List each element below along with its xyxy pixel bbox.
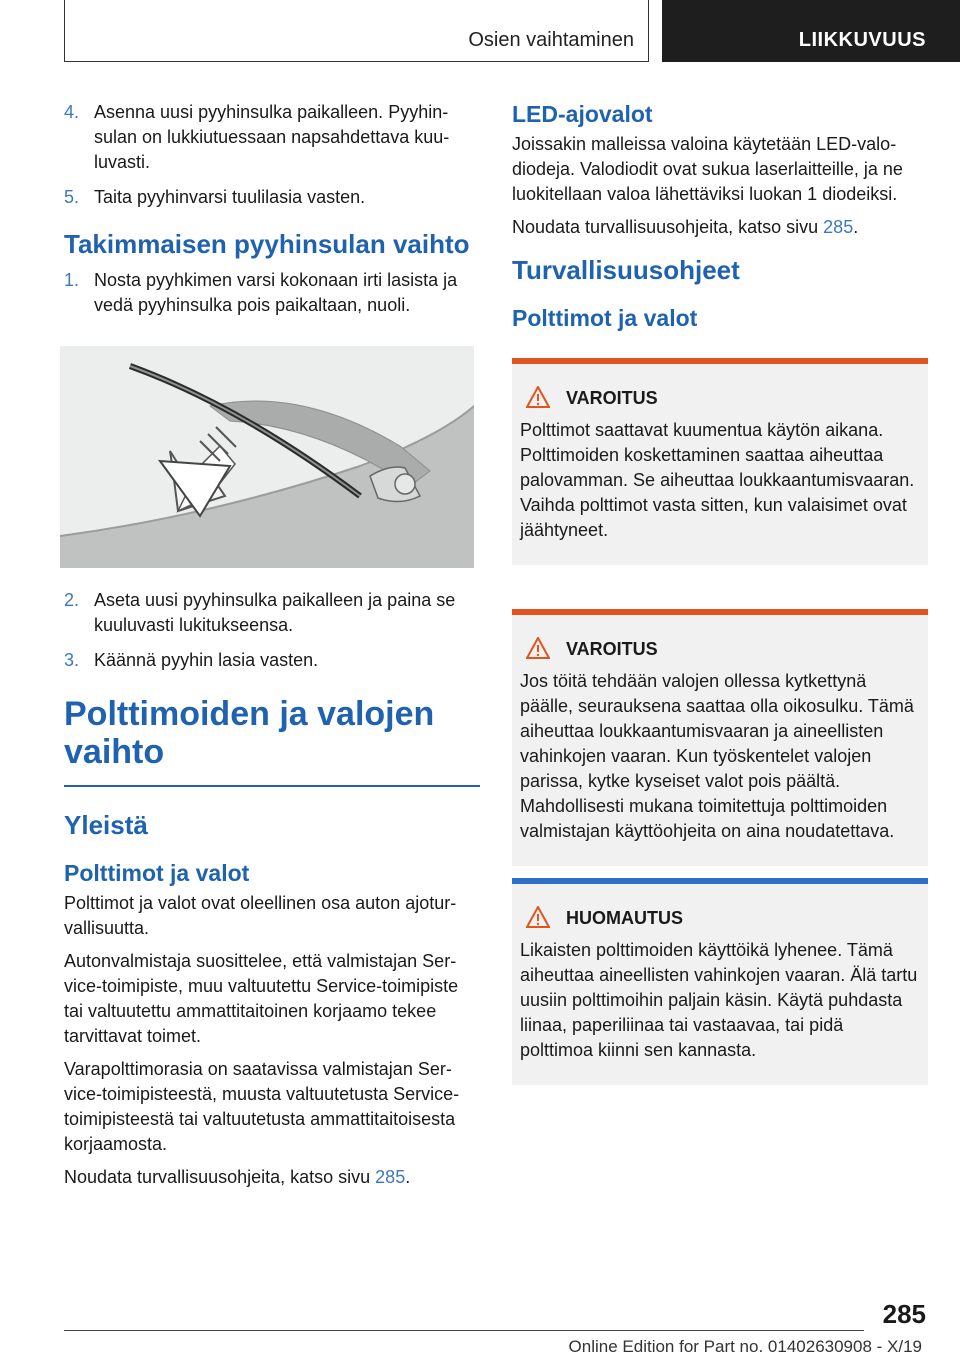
heading-safety: Turvallisuusohjeet [512,255,740,285]
warning-title-text: VAROITUS [566,639,658,659]
step-number: 3. [64,650,80,670]
notice-text: Likaisten polttimoiden käyttöikä lyhenee. Tämä aiheuttaa aineellisten vahinkojen vaaran. Älä tartu uusiin polttimoihin paljain käsin. Käytä puhdasta liinaa, paperiliinaa tai vastaavaa, tai pidä polttimoa kiinni sen kannasta. [520,940,918,1060]
paragraph: Polttimot ja valot ovat oleellinen osa auton ajoturvallisuutta. [64,893,457,938]
warning-title [520,637,920,661]
warning-triangle-icon [526,637,550,659]
right-column [512,100,928,1085]
step-text: Asenna uusi pyyhinsulka paikalleen. Pyyhinsulan on lukkiutuessaan napsahdettava kuuluvasti. [94,102,450,172]
page-link[interactable]: 285 [823,217,854,237]
step-number: 1. [64,270,80,290]
paragraph: Varapolttimorasia on saatavissa valmistajan Service-toimipisteestä, muusta valtuutetusta Service-toimipisteestä tai valtuutetusta ammattitaitoisesta korjaamosta. [64,1059,460,1154]
heading-rule [64,785,480,787]
step-number: 4. [64,102,80,122]
warning-text: Polttimot saattavat kuumentua käytön aikana. Polttimoiden koskettaminen saattaa aiheuttaa palovamman. Se aiheuttaa loukkaantumisvaaran. Vaihda polttimot vasta sitten, kun valaisimet ovat jäähtyneet. [520,420,915,540]
paragraph-text: Noudata turvallisuusohjeita, katso sivu [64,1167,376,1187]
left-column [64,100,480,1198]
notice-title [520,906,920,930]
notice-title-text: HUOMAUTUS [566,908,683,928]
step-number: 5. [64,187,80,207]
heading-bulbs: Polttimot ja valot [512,305,698,331]
paragraph [64,1165,480,1190]
paragraph-end: . [405,1167,411,1187]
footer-rule [64,1330,864,1331]
warning-box [512,609,928,866]
paragraph: Autonvalmistaja suosittelee, että valmistajan Service-toimipiste, muu valtuutettu Service-toimipiste tai valtuutettu ammattitaitoinen korjaamo tekee tarvittavat toimet. [64,951,459,1046]
step-text: Käännä pyyhin lasia vasten. [94,650,319,670]
chapter-title: LIIKKUVUUS [662,0,960,62]
list-item [64,100,480,175]
step-number: 2. [64,590,80,610]
list-item [64,648,480,673]
list-item [64,185,480,210]
paragraph: Joissakin malleissa valoina käytetään LED-valodiodeja. Valodiodit ovat sukua laserlaitteille, ja ne luokitellaan valoa lähettäviksi luokan 1 diodeiksi. [512,134,903,204]
heading-general: Yleistä [64,810,148,840]
footer-edition: Online Edition for Part no. 01402630908 - X/19 [568,1337,922,1356]
list-item [64,268,480,318]
heading-bulbs-lights: Polttimoiden ja valojen vaihto [64,695,435,771]
wiper-illustration [60,346,474,568]
page-number: 285 [882,1299,926,1329]
step-text: Taita pyyhinvarsi tuulilasia vasten. [94,187,366,207]
notice-triangle-icon [526,906,550,928]
notice-box [512,878,928,1085]
heading-rear-wiper: Takimmaisen pyyhinsulan vaihto [64,229,470,259]
paragraph [512,215,928,240]
warning-title-text: VAROITUS [566,388,658,408]
warning-title [520,386,920,410]
list-item [64,588,480,638]
wiper-diagram [60,346,474,568]
paragraph-end: . [853,217,859,237]
page-header [0,0,960,66]
warning-text: Jos töitä tehdään valojen ollessa kytkettynä päälle, seurauksena saattaa olla oikosulku. Tämä aiheuttaa loukkaantumisvaaran ja aineellisten vahinkojen vaaran. Kun työskentelet valojen parissa, kytke kyseiset valot pois päältä. Mahdollisesti mukana toimitettuja polttimoiden valmistajan käyttöohjeita on aina noudatettava. [520,671,914,841]
step-text: Aseta uusi pyyhinsulka paikalleen ja paina se kuuluvasti lukitukseensa. [94,590,456,635]
warning-triangle-icon [526,386,550,408]
warning-box [512,358,928,565]
paragraph-text: Noudata turvallisuusohjeita, katso sivu [512,217,824,237]
step-text: Nosta pyyhkimen varsi kokonaan irti lasista ja vedä pyyhinsulka pois paikaltaan, nuoli. [94,270,458,315]
heading-bulbs: Polttimot ja valot [64,860,250,886]
heading-led: LED-ajovalot [512,101,653,127]
section-title: Osien vaihtaminen [64,0,649,62]
page-link[interactable]: 285 [375,1167,406,1187]
